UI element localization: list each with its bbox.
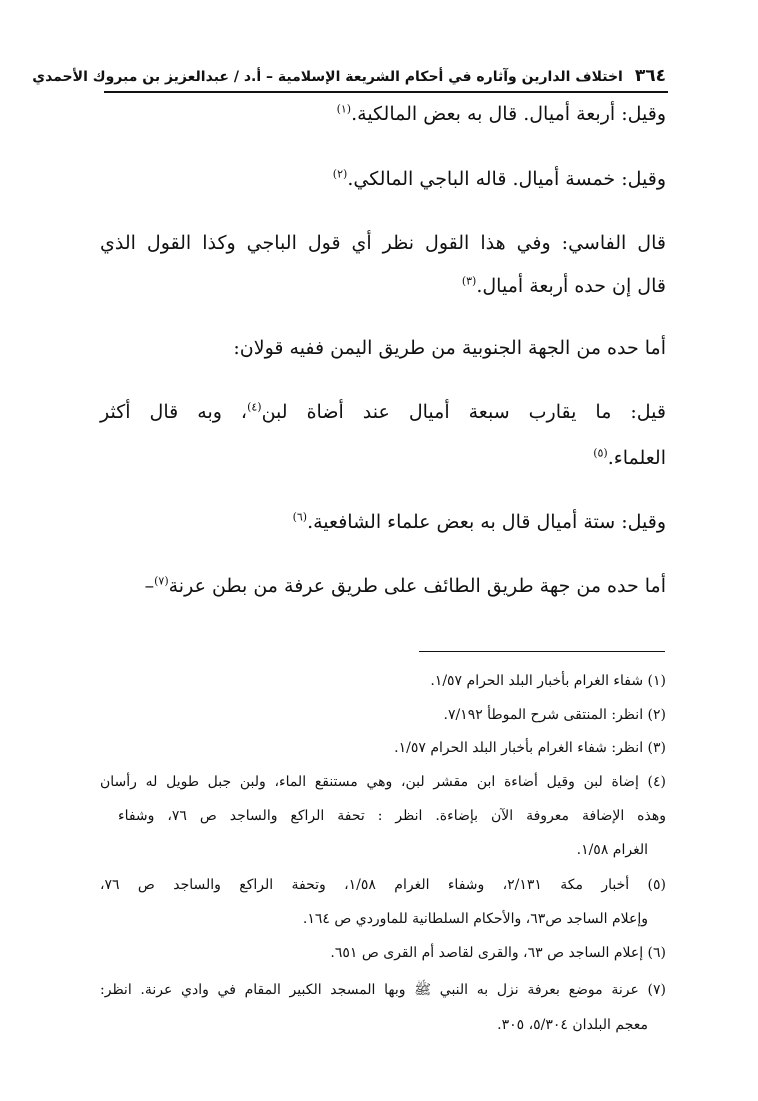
body-line: أما حده من الجهة الجنوبية من طريق اليمن ففيه قولان: <box>233 337 666 359</box>
footnote-ref[interactable]: (٣) <box>461 274 477 288</box>
footnote-line: معجم البلدان ٥/٣٠٤، ٣٠٥. <box>497 1017 648 1033</box>
body-line: العلماء.$^{(٥)}$ <box>593 446 666 469</box>
footnote-line: (٣) انظر: شفاء الغرام بأخبار البلد الحرام ١/٥٧. <box>394 740 666 756</box>
footnote-ref[interactable]: (٢) <box>332 167 348 181</box>
footnote-ref[interactable]: (٥) <box>593 446 608 460</box>
footnote-line: (٥) أخبار مكة ٢/١٣١، وشفاء الغرام ١/٥٨، وتحفة الراكع والساجد ص ٧٦، <box>100 877 666 893</box>
footnote-line: (٤) إضاة لبن وقيل أضاءة ابن مقشر لبن، وهي مستنقع الماء، ولبن جبل طويل له رأسان <box>100 774 666 790</box>
body-line: وقيل: خمسة أميال. قاله الباجي المالكي.$^{(٢)}$ <box>332 167 666 190</box>
footnote-line: (٦) إعلام الساجد ص ٦٣، والقرى لقاصد أم القرى ص ٦٥١. <box>330 945 666 961</box>
footnote-ref[interactable]: (١) <box>336 102 352 116</box>
running-header <box>32 63 666 89</box>
header-rule <box>104 91 668 93</box>
footnote-line: (٧) عرنة موضع بعرفة نزل به النبي ﷺ وبها المسجد الكبير المقام في وادي عرنة. انظر: <box>100 982 666 998</box>
body-line: وقيل: ستة أميال قال به بعض علماء الشافعية.$^{(٦)}$ <box>292 510 666 533</box>
footnote-ref[interactable]: (٦) <box>292 510 308 524</box>
footnote-line: (٢) انظر: المنتقى شرح الموطأ ٧/١٩٢. <box>443 707 666 723</box>
body-line: قيل: ما يقارب سبعة أميال عند أضاة لبن$^{(٤)}$، وبه قال أكثر <box>100 400 666 423</box>
footnote-separator <box>419 651 665 652</box>
footnote-line: وهذه الإضافة معروفة الآن بإضاءة. انظر : تحفة الراكع والساجد ص ٧٦، وشفاء <box>118 808 667 824</box>
footnote-ref[interactable]: (٤) <box>247 400 262 414</box>
footnote-line: (١) شفاء الغرام بأخبار البلد الحرام ١/٥٧. <box>430 673 666 689</box>
running-title: اختلاف الدارين وآثاره في أحكام الشريعة الإسلامية – أ.د / عبدالعزيز بن مبروك الأحمدي <box>32 69 623 85</box>
body-line: قال الفاسي: وفي هذا القول نظر أي قول الباجي وكذا القول الذي <box>100 232 666 254</box>
body-line: قال إن حده أربعة أميال.$^{(٣)}$ <box>461 274 666 297</box>
body-line: أما حده من جهة طريق الطائف على طريق عرفة من بطن عرنة$^{(٧)}$– <box>144 574 666 597</box>
footnote-line: الغرام ١/٥٨. <box>576 842 648 858</box>
footnote-ref[interactable]: (٧) <box>154 574 169 588</box>
body-line: وقيل: أربعة أميال. قال به بعض المالكية.$^{(١)}$ <box>336 102 666 125</box>
page-number: ٣٦٤ <box>634 66 666 86</box>
footnote-line: وإعلام الساجد ص٦٣، والأحكام السلطانية للماوردي ص ١٦٤. <box>302 911 648 927</box>
